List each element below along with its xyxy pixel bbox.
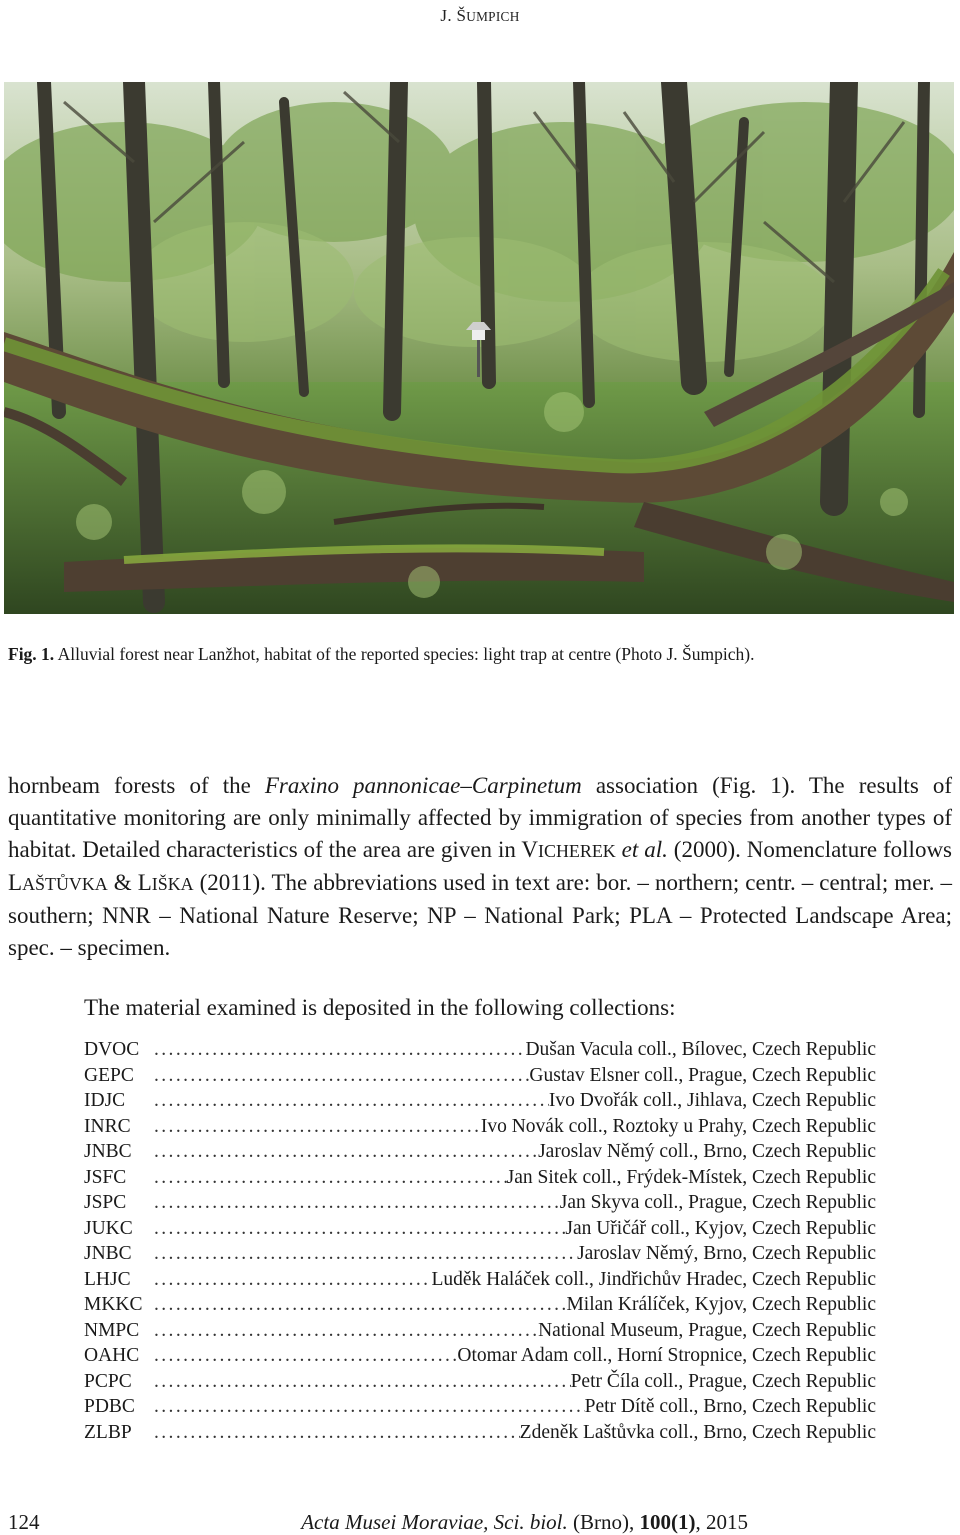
leader-dots <box>150 1139 538 1165</box>
collection-code: INRC <box>84 1115 131 1137</box>
collection-owner: Petr Dítě coll., Brno, Czech Republic <box>584 1396 876 1417</box>
collection-code: JSFC <box>84 1166 127 1188</box>
collection-code: DVOC <box>84 1039 140 1060</box>
collection-code: OAHC <box>84 1345 140 1366</box>
leader-dots <box>150 1343 457 1369</box>
collection-code: PCPC <box>84 1370 132 1392</box>
ref-lastuvka-rest: AŠTŮVKA <box>22 874 108 894</box>
collection-owner: Zdeněk Laštůvka coll., Brno, Czech Republic <box>519 1421 876 1443</box>
collection-code: MKKC <box>84 1294 143 1315</box>
author-surname-initial: Š <box>456 6 467 25</box>
collection-owner: Ivo Dvořák coll., Jihlava, Czech Republic <box>548 1090 876 1111</box>
collection-code: NMPC <box>84 1319 140 1341</box>
collection-code: IDJC <box>84 1090 126 1111</box>
collection-owner: Dušan Vacula coll., Bílovec, Czech Republic <box>525 1039 876 1060</box>
figure-label: Fig. 1. <box>8 644 55 664</box>
figure-caption-text: Alluvial forest near Lanžhot, habitat of the reported species: light trap at centre (Photo J. Šumpich). <box>54 644 755 664</box>
leader-dots <box>150 1292 566 1318</box>
leader-dots <box>150 1216 565 1242</box>
collection-owner: Jaroslav Němý coll., Brno, Czech Republic <box>538 1141 876 1162</box>
collection-owner: Jan Sitek coll., Frýdek-Místek, Czech Republic <box>506 1166 876 1188</box>
journal-issue: (1) <box>671 1510 696 1534</box>
leader-dots <box>150 1267 431 1293</box>
figure-caption <box>8 643 952 665</box>
collection-row <box>84 1241 876 1267</box>
journal-citation <box>301 1510 748 1535</box>
author-initial: J. <box>440 6 457 25</box>
running-header <box>0 6 960 26</box>
collection-owner: Jan Skyva coll., Prague, Czech Republic <box>559 1192 876 1213</box>
leader-dots <box>150 1063 529 1089</box>
body-text: (2011). The abbreviations used in text are: bor. – northern; centr. – central; mer. – southern; NNR – National Nature Reserve; NP – National Park; PLA – Protected Landscape Area; spec. – specimen. <box>8 870 952 960</box>
collection-code: JSPC <box>84 1192 127 1213</box>
collection-code: JNBC <box>84 1141 132 1162</box>
body-text: association (Fig. 1). The results of quantitative monitoring are only minimally affected by immigration of species from another types of habitat. Detailed characteristics of the area are given in <box>8 773 953 862</box>
collection-row <box>84 1165 876 1191</box>
ampersand: & <box>107 870 138 895</box>
leader-dots <box>150 1190 560 1216</box>
collection-row <box>84 1216 876 1242</box>
collection-row <box>84 1394 876 1420</box>
collection-row <box>84 1037 876 1063</box>
association-name: Fraxino pannonicae–Carpinetum <box>264 773 582 798</box>
collection-row <box>84 1114 876 1140</box>
collection-code: ZLBP <box>84 1421 132 1443</box>
collection-row <box>84 1190 876 1216</box>
collection-owner: Ivo Novák coll., Roztoky u Prahy, Czech Republic <box>480 1115 876 1137</box>
journal-name: Acta Musei Moraviae, Sci. biol. <box>301 1510 568 1534</box>
collection-code: PDBC <box>84 1396 135 1417</box>
collection-row <box>84 1420 876 1446</box>
ref-vicherek-rest: ICHEREK <box>538 841 616 861</box>
forest-photo <box>4 82 954 614</box>
collection-code: LHJC <box>84 1268 131 1290</box>
ref-vicherek-initial: V <box>521 837 538 862</box>
leader-dots <box>150 1394 585 1420</box>
forest-photo-illustration <box>4 82 954 614</box>
ref-liska-rest: IŠKA <box>151 874 194 894</box>
collection-row <box>84 1369 876 1395</box>
collection-row <box>84 1343 876 1369</box>
collection-owner: Jan Uřičář coll., Kyjov, Czech Republic <box>565 1217 876 1239</box>
collection-row <box>84 1267 876 1293</box>
collection-row <box>84 1318 876 1344</box>
collection-owner: Luděk Haláček coll., Jindřichův Hradec, Czech Republic <box>431 1268 876 1290</box>
ref-liska-initial: L <box>137 870 152 895</box>
leader-dots <box>150 1369 571 1395</box>
leader-dots <box>150 1037 525 1063</box>
collection-owner: Milan Králíček, Kyjov, Czech Republic <box>566 1294 876 1315</box>
journal-place: (Brno), <box>567 1510 640 1534</box>
leader-dots <box>150 1088 549 1114</box>
leader-dots <box>150 1241 577 1267</box>
collection-row <box>84 1088 876 1114</box>
collection-code: JUKC <box>84 1217 133 1239</box>
collection-row <box>84 1063 876 1089</box>
ref-lastuvka-initial: L <box>8 870 23 895</box>
body-text: (2000). Nomenclature follows <box>667 837 953 862</box>
leader-dots <box>150 1318 538 1344</box>
collection-row <box>84 1139 876 1165</box>
ref-et-al: et al. <box>621 837 668 862</box>
collection-code: GEPC <box>84 1064 134 1086</box>
collections-intro: The material examined is deposited in the following collections: <box>84 995 676 1020</box>
collections-list <box>84 1037 876 1445</box>
author-surname-rest: UMPICH <box>466 9 520 24</box>
collection-owner: Gustav Elsner coll., Prague, Czech Republic <box>529 1064 876 1086</box>
collection-owner: Jaroslav Němý, Brno, Czech Republic <box>577 1243 876 1264</box>
journal-year: , 2015 <box>695 1510 748 1534</box>
page-number: 124 <box>8 1510 40 1534</box>
collection-owner: Otomar Adam coll., Horní Stropnice, Czech Republic <box>457 1345 876 1366</box>
collection-code: JNBC <box>84 1243 132 1264</box>
body-paragraph <box>8 770 952 964</box>
journal-volume: 100 <box>639 1510 671 1534</box>
leader-dots <box>150 1165 507 1191</box>
collection-row <box>84 1292 876 1318</box>
leader-dots <box>150 1420 520 1446</box>
body-text: hornbeam forests of the <box>8 773 265 798</box>
collection-owner: Petr Číla coll., Prague, Czech Republic <box>570 1370 876 1392</box>
collection-owner: National Museum, Prague, Czech Republic <box>538 1319 876 1341</box>
leader-dots <box>150 1114 481 1140</box>
